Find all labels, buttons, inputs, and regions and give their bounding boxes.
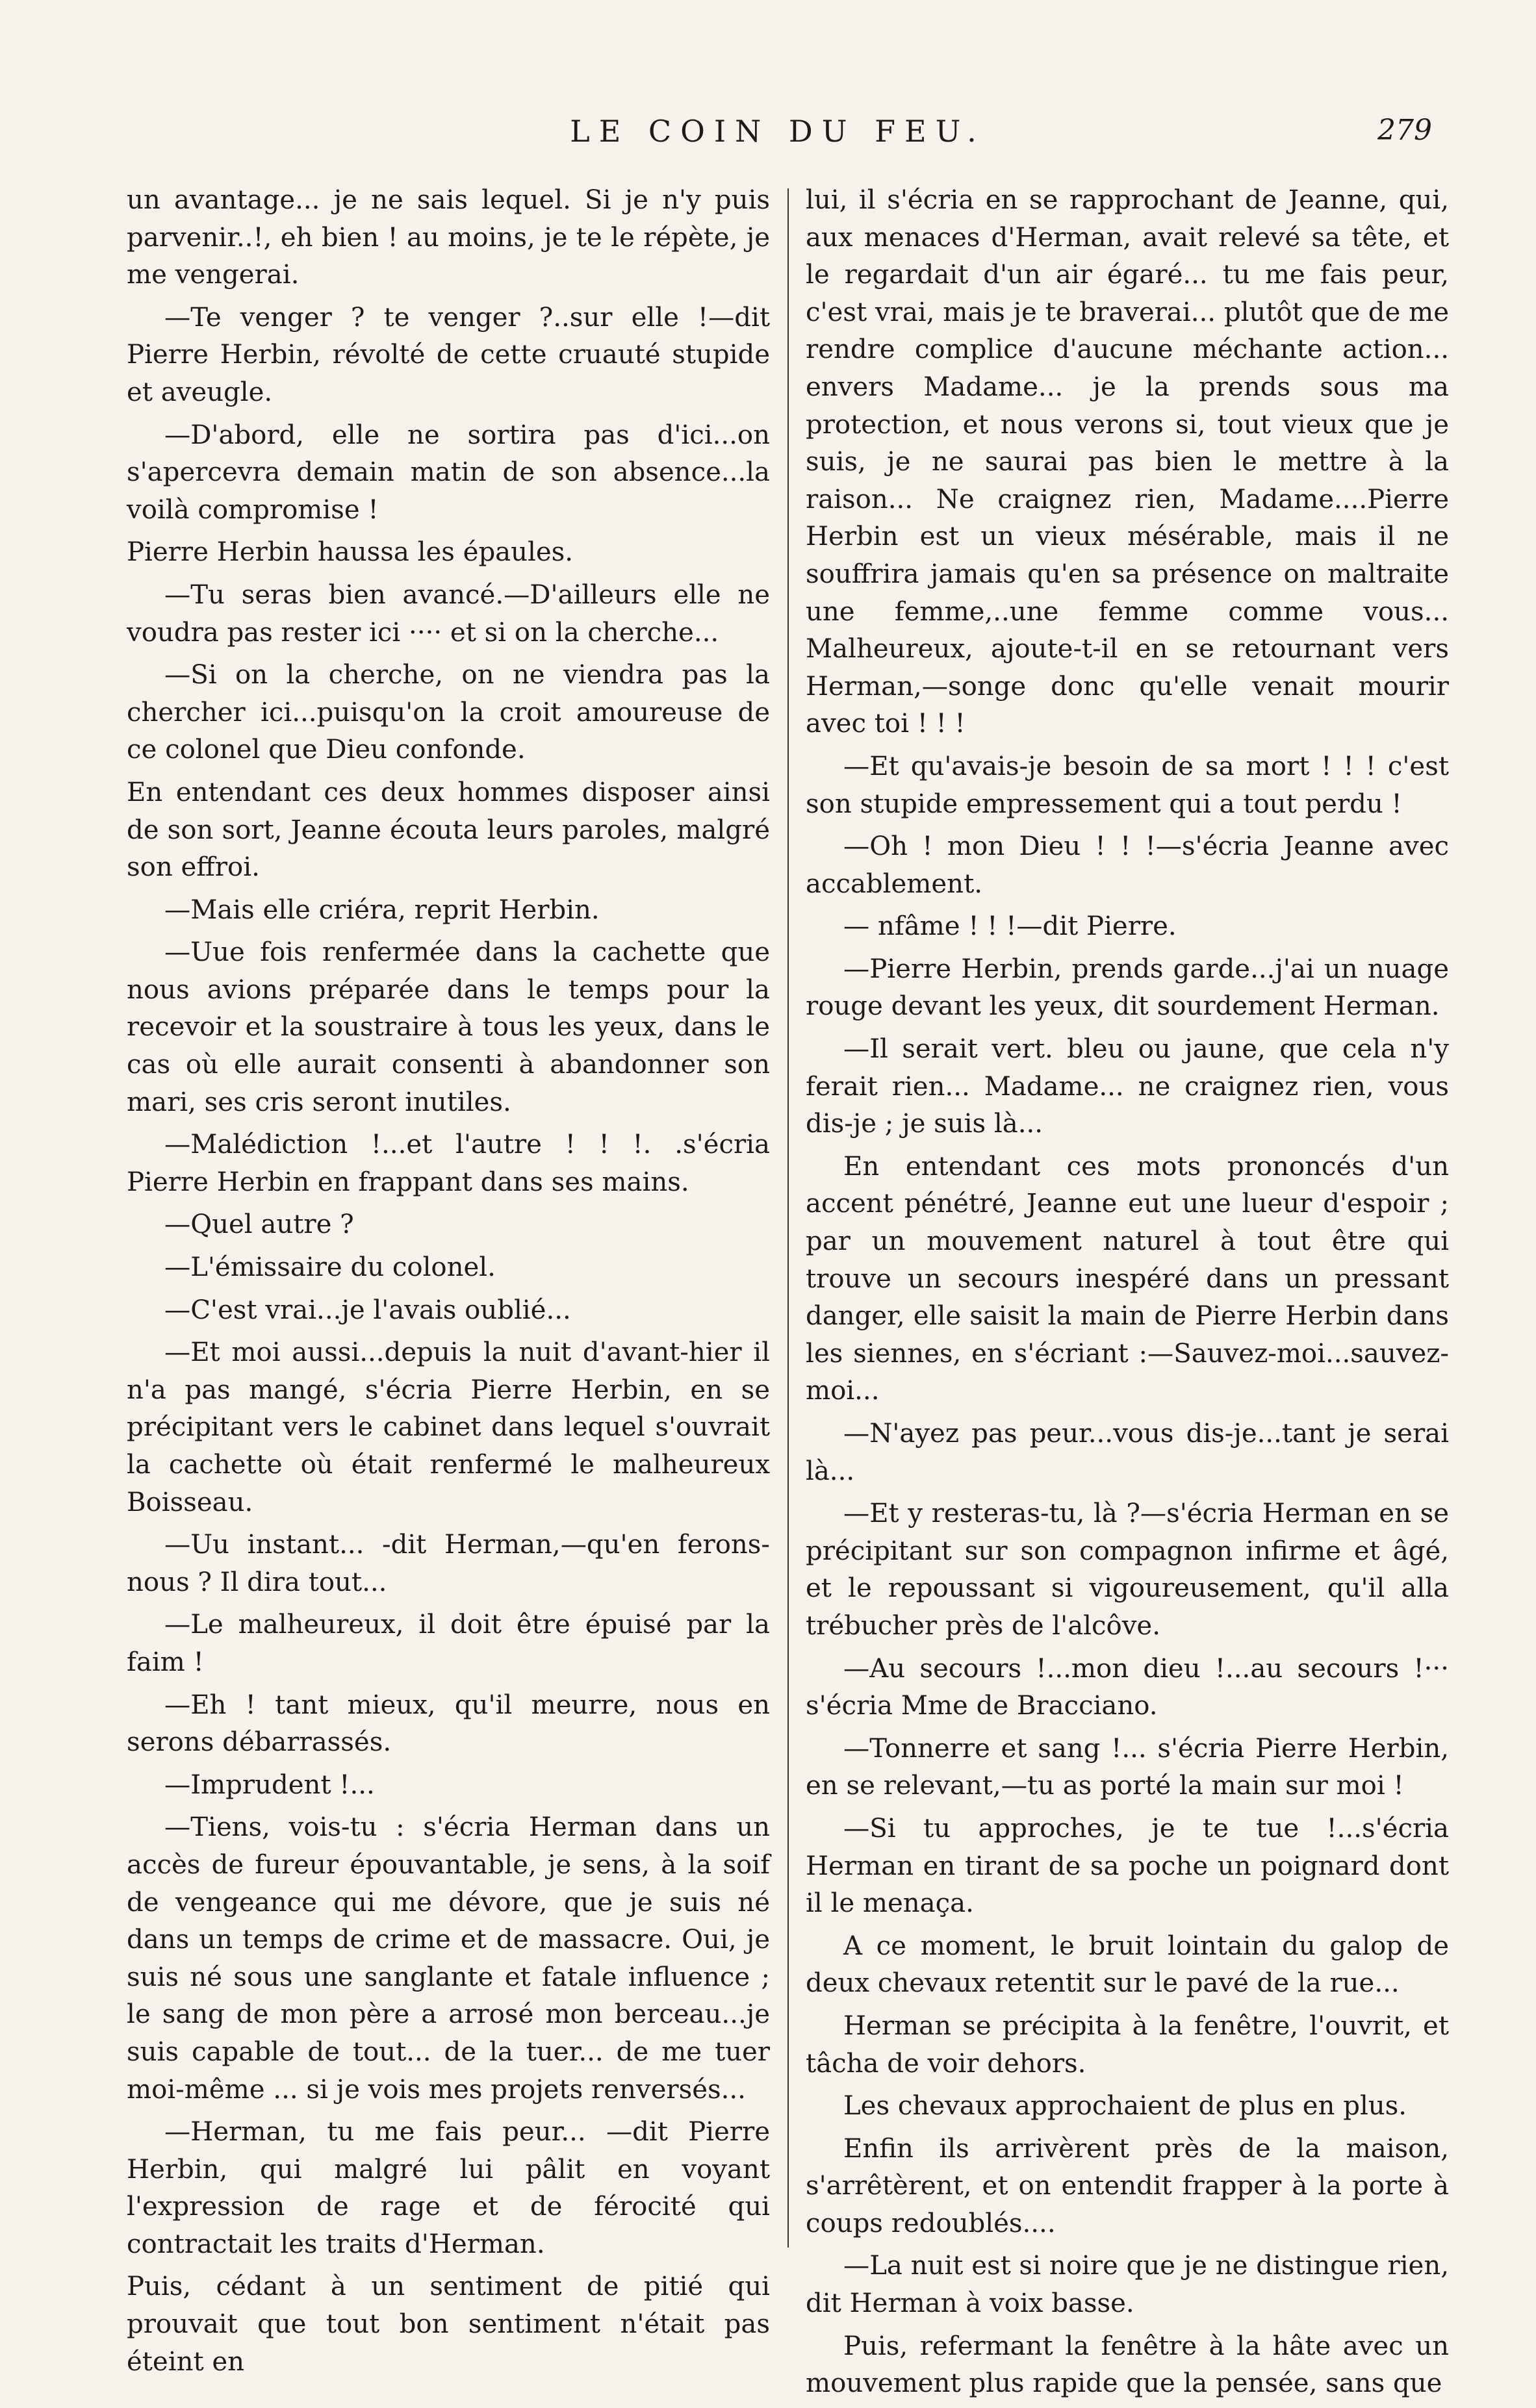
paragraph: —Et qu'avais-je besoin de sa mort ! ! ! c'est son stupide empressement qui a tout perdu ! bbox=[806, 751, 1449, 819]
paragraph: —Le malheureux, il doit être épuisé par la faim ! bbox=[127, 1610, 770, 1677]
paragraph: —Tu seras bien avancé.—D'ailleurs elle ne voudra pas rester ici ···· et si on la cherche... bbox=[127, 579, 770, 648]
paragraph: En entendant ces deux hommes disposer ainsi de son sort, Jeanne écouta leurs paroles, malgré son effroi. bbox=[127, 777, 770, 883]
paragraph: —Il serait vert. bleu ou jaune, que cela n'y ferait rien... Madame... ne craignez rien, vous dis-je ; je suis là... bbox=[806, 1034, 1449, 1139]
paragraph: Enfin ils arrivèrent près de la maison, s'arrêtèrent, et on entendit frapper à la porte à coups redoublés.... bbox=[806, 2133, 1449, 2238]
left-column bbox=[127, 182, 770, 2386]
paragraph: —Eh ! tant mieux, qu'il meurre, nous en serons débarrassés. bbox=[127, 1690, 770, 1758]
paragraph: —N'ayez pas peur...vous dis-je...tant je serai là... bbox=[806, 1419, 1449, 1486]
paragraph: —L'émissaire du colonel. bbox=[164, 1252, 496, 1283]
paragraph: Puis, refermant la fenêtre à la hâte avec un mouvement plus rapide que la pensée, sans que bbox=[806, 2331, 1449, 2399]
paragraph: Puis, cédant à un sentiment de pitié qui prouvait que tout bon sentiment n'était pas éteint en bbox=[127, 2272, 770, 2377]
paragraph: —Tonnerre et sang !... s'écria Pierre Herbin, en se relevant,—tu as porté la main sur moi ! bbox=[806, 1733, 1449, 1801]
paragraph: —Quel autre ? bbox=[164, 1210, 354, 1240]
column-divider bbox=[787, 188, 789, 2248]
running-title: LE COIN DU FEU. bbox=[570, 114, 986, 149]
paragraph: Les chevaux approchaient de plus en plus. bbox=[843, 2091, 1407, 2122]
paragraph: —Malédiction !...et l'autre ! ! !. .s'écria Pierre Herbin en frappant dans ses mains. bbox=[127, 1130, 770, 1197]
paragraph: — nfâme ! ! !—dit Pierre. bbox=[843, 911, 1177, 942]
paragraph: —Oh ! mon Dieu ! ! !—s'écria Jeanne avec accablement. bbox=[806, 831, 1449, 899]
paragraph: A ce moment, le bruit lointain du galop de deux chevaux retentit sur le pavé de la rue... bbox=[806, 1931, 1449, 1999]
paragraph: —Imprudent !... bbox=[164, 1769, 375, 1800]
paragraph: —Herman, tu me fais peur... —dit Pierre Herbin, qui malgré lui pâlit en voyant l'expression de rage et de férocité qui contractait les traits d'Herman. bbox=[127, 2117, 770, 2259]
paragraph: —Uue fois renfermée dans la cachette que nous avions préparée dans le temps pour la recevoir et la soustraire à tous les yeux, dans le cas où elle aurait consenti à abandonner son mari, ses cris seront inutiles. bbox=[127, 937, 770, 1117]
paragraph: —Te venger ? te venger ?..sur elle !—dit Pierre Herbin, révolté de cette cruauté stupide et aveugle. bbox=[127, 302, 770, 407]
page-number: 279 bbox=[1377, 114, 1432, 147]
paragraph: —Pierre Herbin, prends garde...j'ai un nuage rouge devant les yeux, dit sourdement Herman. bbox=[806, 954, 1449, 1022]
paragraph: —Si on la cherche, on ne viendra pas la chercher ici...puisqu'on la croit amoureuse de ce colonel que Dieu confonde. bbox=[127, 660, 770, 765]
right-column bbox=[806, 182, 1449, 2408]
paragraph: —La nuit est si noire que je ne distingue rien, dit Herman à voix basse. bbox=[806, 2251, 1449, 2319]
paragraph: —D'abord, elle ne sortira pas d'ici...on s'apercevra demain matin de son absence...la voilà compromise ! bbox=[127, 420, 770, 525]
paragraph: Herman se précipita à la fenêtre, l'ouvrit, et tâcha de voir dehors. bbox=[806, 2010, 1449, 2079]
paragraph: —Et moi aussi...depuis la nuit d'avant-hier il n'a pas mangé, s'écria Pierre Herbin, en se précipitant vers le cabinet dans lequel s'ouvrait la cachette où était renfermé le malheureux Boisseau. bbox=[127, 1337, 770, 1517]
paragraph: —Mais elle criéra, reprit Herbin. bbox=[164, 894, 600, 925]
paragraph: Pierre Herbin haussa les épaules. bbox=[127, 537, 574, 568]
paragraph: lui, il s'écria en se rapprochant de Jeanne, qui, aux menaces d'Herman, avait relevé sa tête, et le regardait d'un air égaré... tu me fais peur, c'est vrai, mais je te braverai... plutôt que de me rendre complice d'aucune méchante action... envers Madame... je la prends sous ma protection, et nous verons si, tout vieux que je suis, je ne saurai pas bien le mettre à la raison... Ne craignez rien, Madame....Pierre Herbin est un vieux mésérable, mais il ne souffrira jamais qu'en sa présence on maltraite une femme,..une femme comme vous... Malheureux, ajoute-t-il en se retournant vers Herman,—songe donc qu'elle venait mourir avec toi ! ! ! bbox=[806, 185, 1449, 739]
paragraph: —Uu instant... -dit Herman,—qu'en ferons-nous ? Il dira tout... bbox=[127, 1530, 770, 1597]
paragraph: —Et y resteras-tu, là ?—s'écria Herman en se précipitant sur son compagnon infirme et âgé, et le repoussant si vigoureusement, qu'il alla trébucher près de l'alcôve. bbox=[806, 1499, 1449, 1641]
paragraph: —Au secours !...mon dieu !...au secours !··· s'écria Mme de Bracciano. bbox=[806, 1653, 1449, 1721]
paragraph: En entendant ces mots prononcés d'un accent pénétré, Jeanne eut une lueur d'espoir ; par un mouvement naturel à tout être qui trouve un secours inespéré dans un pressant danger, elle saisit la main de Pierre Herbin dans les siennes, en s'écriant :—Sauvez-moi...sauvez-moi... bbox=[806, 1151, 1449, 1406]
paragraph: —Si tu approches, je te tue !...s'écria Herman en tirant de sa poche un poignard dont il le menaça. bbox=[806, 1813, 1449, 1919]
page-header bbox=[117, 114, 1439, 159]
paragraph: —Tiens, vois-tu : s'écria Herman dans un accès de fureur épouvantable, je sens, à la soif de vengeance qui me dévore, que je suis né dans un temps de crime et de massacre. Oui, je suis né sous une sanglante et fatale influence ; le sang de mon père a arrosé mon berceau...je suis capable de tout... de la tuer... de me tuer moi-même ... si je vois mes projets renversés... bbox=[127, 1812, 770, 2105]
paragraph: un avantage... je ne sais lequel. Si je n'y puis parvenir..!, eh bien ! au moins, je te le répète, je me vengerai. bbox=[127, 185, 770, 290]
paragraph: —C'est vrai...je l'avais oublié... bbox=[164, 1295, 571, 1325]
